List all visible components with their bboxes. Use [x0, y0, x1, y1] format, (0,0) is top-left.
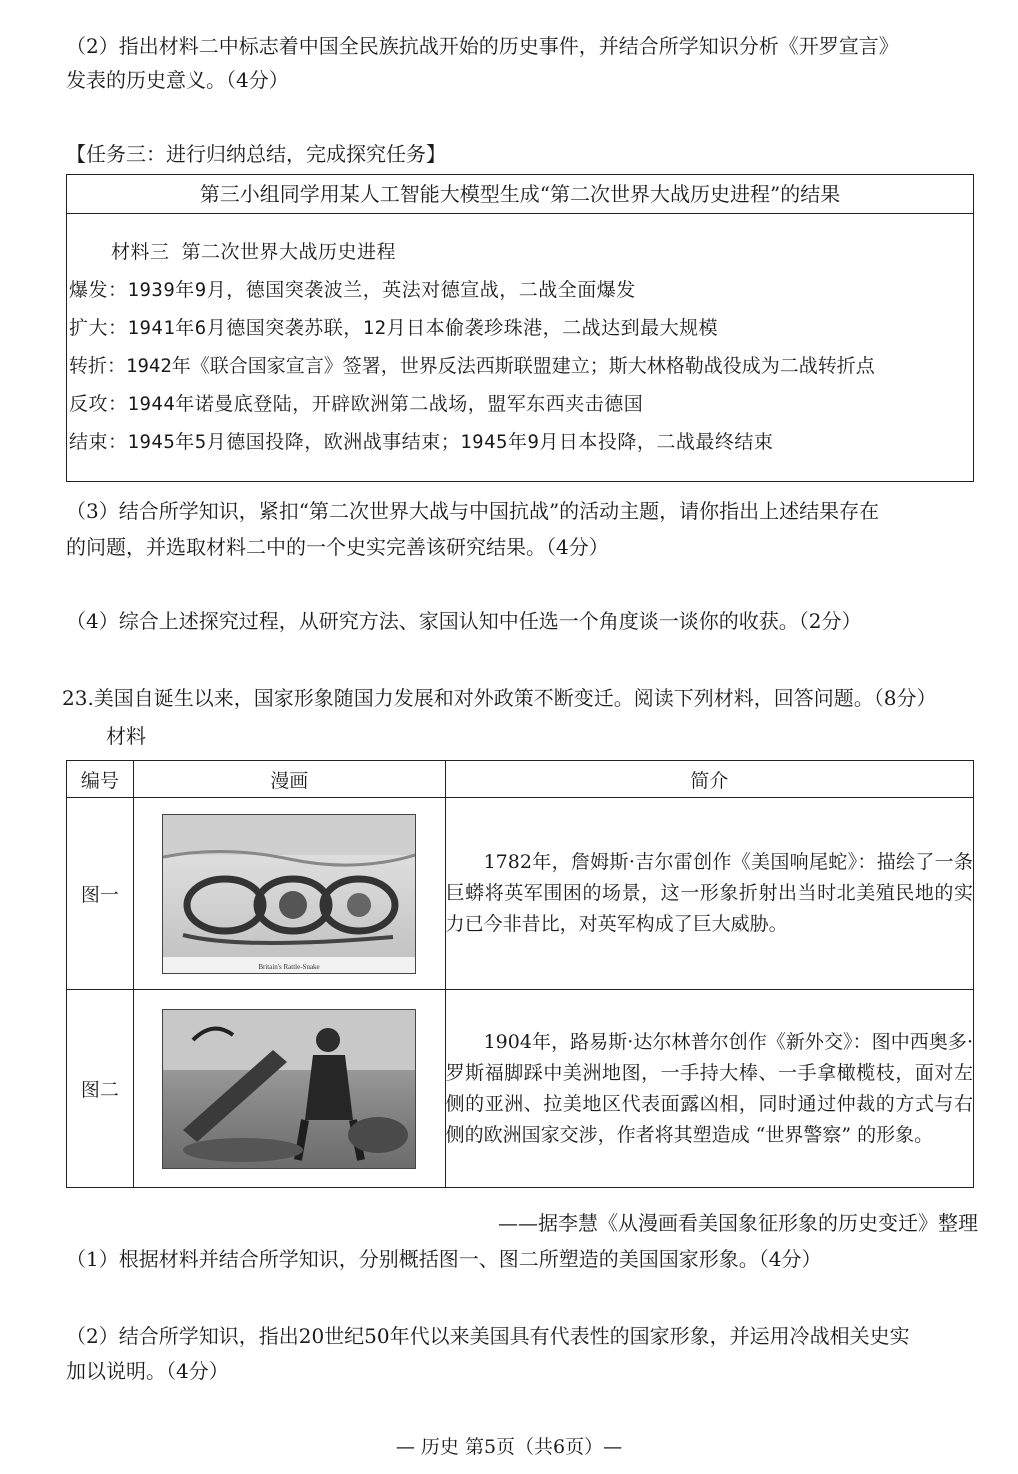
- cartoon-table: [66, 760, 974, 1188]
- q23-material-label: 材料: [106, 724, 146, 748]
- cartoon-caption: Britain's Rattle-Snake: [258, 962, 320, 971]
- q23-stem: 23.美国自诞生以来，国家形象随国力发展和对外政策不断变迁。阅读下列材料，回答问题。（8分）: [62, 686, 937, 710]
- q23-sub2-line2: 加以说明。（4分）: [66, 1359, 229, 1383]
- q23-source: ——据李慧《从漫画看美国象征形象的历史变迁》整理: [498, 1211, 978, 1235]
- q23-sub1: （1）根据材料并结合所学知识，分别概括图一、图二所塑造的美国国家形象。（4分）: [66, 1247, 822, 1271]
- material3-row-turning: 转折：1942年《联合国家宣言》签署，世界反法西斯联盟建立；斯大林格勒战役成为二战转折点: [69, 355, 875, 377]
- material3-box-title: 第三小组同学用某人工智能大模型生成“第二次世界大战历史进程”的结果: [67, 175, 973, 214]
- material3-row-counterattack: 反攻：1944年诺曼底登陆，开辟欧洲第二战场，盟军东西夹击德国: [69, 393, 644, 415]
- q4-line1: （4）综合上述探究过程，从研究方法、家国认知中任选一个角度谈一谈你的收获。（2分）: [66, 609, 862, 633]
- cartoon-rattlesnake-image: [162, 814, 416, 974]
- rattlesnake-illustration: [163, 815, 415, 973]
- q2-line1: （2）指出材料二中标志着中国全民族抗战开始的历史事件，并结合所学知识分析《开罗宣言》: [66, 34, 899, 58]
- header-id: 编号: [67, 761, 134, 798]
- row-id-fig2: 图二: [67, 990, 134, 1188]
- material3-row-expansion: 扩大：1941年6月德国突袭苏联，12月日本偷袭珍珠港，二战达到最大规模: [69, 317, 719, 339]
- q3-line1: （3）结合所学知识，紧扣“第二次世界大战与中国抗战”的活动主题，请你指出上述结果存在: [66, 499, 880, 523]
- row-id-fig1: 图一: [67, 798, 134, 990]
- header-cartoon: 漫画: [133, 761, 445, 798]
- material3-row-end: 结束：1945年5月德国投降，欧洲战事结束；1945年9月日本投降，二战最终结束: [69, 431, 774, 453]
- q2-line2: 发表的历史意义。（4分）: [66, 68, 289, 92]
- page-footer: — 历史 第5页（共6页）—: [395, 1436, 623, 1458]
- cartoon-new-diplomacy-image: [162, 1009, 416, 1169]
- header-description: 简介: [445, 761, 973, 798]
- task3-heading: 【任务三：进行归纳总结，完成探究任务】: [66, 142, 446, 166]
- row-desc-fig1: 1782年，詹姆斯·吉尔雷创作《美国响尾蛇》：描绘了一条巨蟒将英军围困的场景，这一形象折射出当时北美殖民地的实力已今非昔比，对英军构成了巨大威胁。: [445, 851, 973, 935]
- q23-sub2-line1: （2）结合所学知识，指出20世纪50年代以来美国具有代表性的国家形象，并运用冷战相关史实: [66, 1324, 910, 1348]
- material3-box: [66, 174, 974, 482]
- material3-row-outbreak: 爆发：1939年9月，德国突袭波兰，英法对德宣战，二战全面爆发: [69, 279, 636, 301]
- roosevelt-big-stick-illustration: [163, 1010, 415, 1168]
- material3-title: 材料三 第二次世界大战历史进程: [111, 241, 396, 263]
- q3-line2: 的问题，并选取材料二中的一个史实完善该研究结果。（4分）: [66, 535, 609, 559]
- row-desc-fig2: 1904年，路易斯·达尔林普尔创作《新外交》：图中西奥多·罗斯福脚踩中美洲地图，一手持大棒、一手拿橄榄枝，面对左侧的亚洲、拉美地区代表面露凶相，同时通过仲裁的方式与右侧的欧洲国家交涉，作者将其塑造成 “世界警察” 的形象。: [445, 1030, 973, 1146]
